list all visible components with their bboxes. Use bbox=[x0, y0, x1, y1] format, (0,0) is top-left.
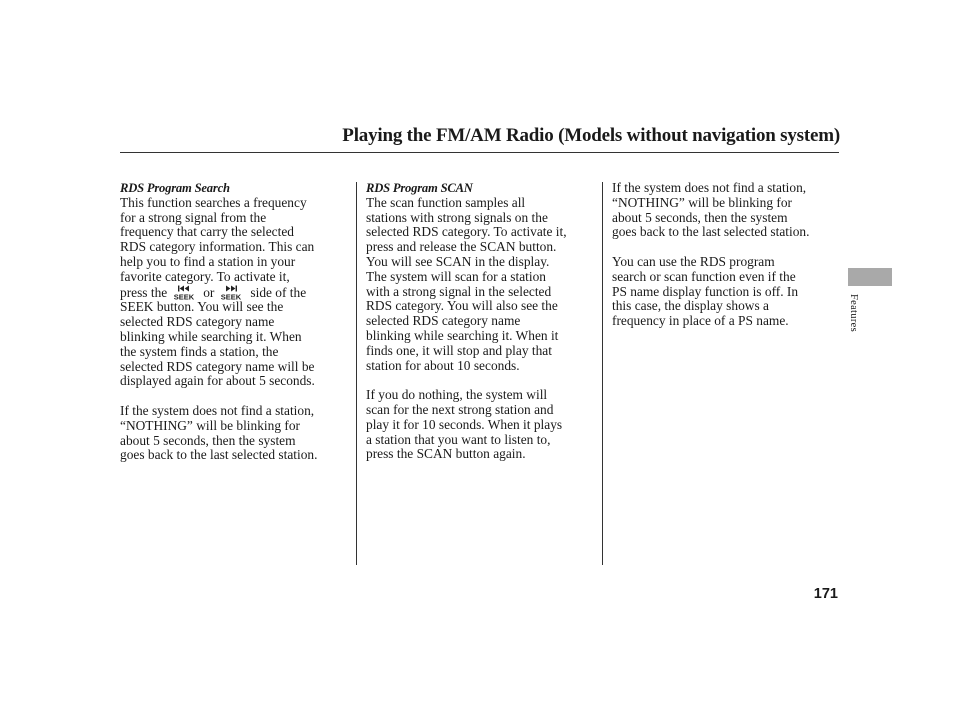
paragraph bbox=[366, 388, 598, 462]
text-line: selected RDS category. To activate it, bbox=[366, 224, 567, 240]
text-line: the system finds a station, the bbox=[120, 343, 279, 359]
text-line: You can use the RDS program bbox=[612, 253, 775, 269]
column-rds-program-scan bbox=[366, 181, 598, 477]
text-line: for a strong signal from the bbox=[120, 209, 267, 225]
text-line: about 5 seconds, then the system bbox=[612, 209, 788, 225]
section-heading: RDS Program SCAN bbox=[366, 181, 473, 195]
paragraph bbox=[612, 255, 844, 329]
text-line: selected RDS category name bbox=[366, 313, 521, 329]
text-line: If the system does not find a station, bbox=[612, 180, 807, 195]
text-line: RDS category information. This can bbox=[120, 239, 315, 255]
text-line: goes back to the last selected station. bbox=[612, 224, 810, 240]
page-title: Playing the FM/AM Radio (Models without navigation system) bbox=[342, 125, 840, 146]
text-line: blinking while searching it. When bbox=[120, 328, 302, 344]
text-line: with a strong signal in the selected bbox=[366, 283, 552, 299]
seek-up-icon bbox=[220, 285, 242, 300]
paragraph bbox=[120, 404, 352, 463]
paragraph bbox=[120, 196, 352, 389]
text-line: frequency in place of a PS name. bbox=[612, 313, 789, 329]
text-line: PS name display function is off. In bbox=[612, 283, 799, 299]
section-tab bbox=[848, 268, 892, 286]
column-rds-program-search bbox=[120, 181, 352, 478]
text-line: SEEK button. You will see the bbox=[120, 299, 284, 315]
text-line: press the SCAN button again. bbox=[366, 446, 526, 462]
section-tab-label: Features bbox=[848, 294, 859, 332]
column-divider-2 bbox=[602, 182, 603, 565]
svg-text:SEEK: SEEK bbox=[221, 291, 242, 300]
title-rule bbox=[120, 152, 839, 153]
text-line: play it for 10 seconds. When it plays bbox=[366, 416, 563, 432]
text-line: help you to find a station in your bbox=[120, 253, 296, 269]
column-divider-1 bbox=[356, 182, 357, 565]
text-line: frequency that carry the selected bbox=[120, 224, 294, 240]
text-line: scan for the next strong station and bbox=[366, 401, 554, 417]
text-line: The system will scan for a station bbox=[366, 268, 546, 284]
text-line: station for about 10 seconds. bbox=[366, 357, 520, 373]
section-heading: RDS Program Search bbox=[120, 181, 230, 195]
paragraph bbox=[612, 181, 844, 240]
text-line: selected RDS category name bbox=[120, 314, 275, 330]
svg-text:SEEK: SEEK bbox=[174, 291, 195, 300]
text-line: displayed again for about 5 seconds. bbox=[120, 373, 315, 389]
text-line: press the SEEK or SEEK side of the bbox=[120, 284, 307, 300]
text-line: finds one, it will stop and play that bbox=[366, 342, 552, 358]
text-line: favorite category. To activate it, bbox=[120, 268, 290, 284]
paragraph bbox=[366, 196, 598, 374]
page-number: 171 bbox=[813, 586, 838, 602]
text-line: The scan function samples all bbox=[366, 194, 526, 210]
text-line: selected RDS category name will be bbox=[120, 358, 315, 374]
text-line: this case, the display shows a bbox=[612, 298, 769, 314]
column-continued bbox=[612, 181, 844, 344]
text-line: a station that you want to listen to, bbox=[366, 431, 551, 447]
text-line: stations with strong signals on the bbox=[366, 209, 548, 225]
text-line: If the system does not find a station, bbox=[120, 402, 315, 418]
text-line: about 5 seconds, then the system bbox=[120, 432, 296, 448]
text-line: You will see SCAN in the display. bbox=[366, 253, 550, 269]
text-line: If you do nothing, the system will bbox=[366, 387, 548, 403]
text-line: “NOTHING” will be blinking for bbox=[120, 417, 300, 433]
text-line: RDS category. You will also see the bbox=[366, 298, 558, 314]
text-line: blinking while searching it. When it bbox=[366, 327, 559, 343]
text-line: This function searches a frequency bbox=[120, 194, 307, 210]
text-line: search or scan function even if the bbox=[612, 268, 796, 284]
seek-down-icon bbox=[173, 285, 195, 300]
text-line: goes back to the last selected station. bbox=[120, 447, 318, 463]
text-line: “NOTHING” will be blinking for bbox=[612, 194, 792, 210]
text-line: press and release the SCAN button. bbox=[366, 239, 557, 255]
